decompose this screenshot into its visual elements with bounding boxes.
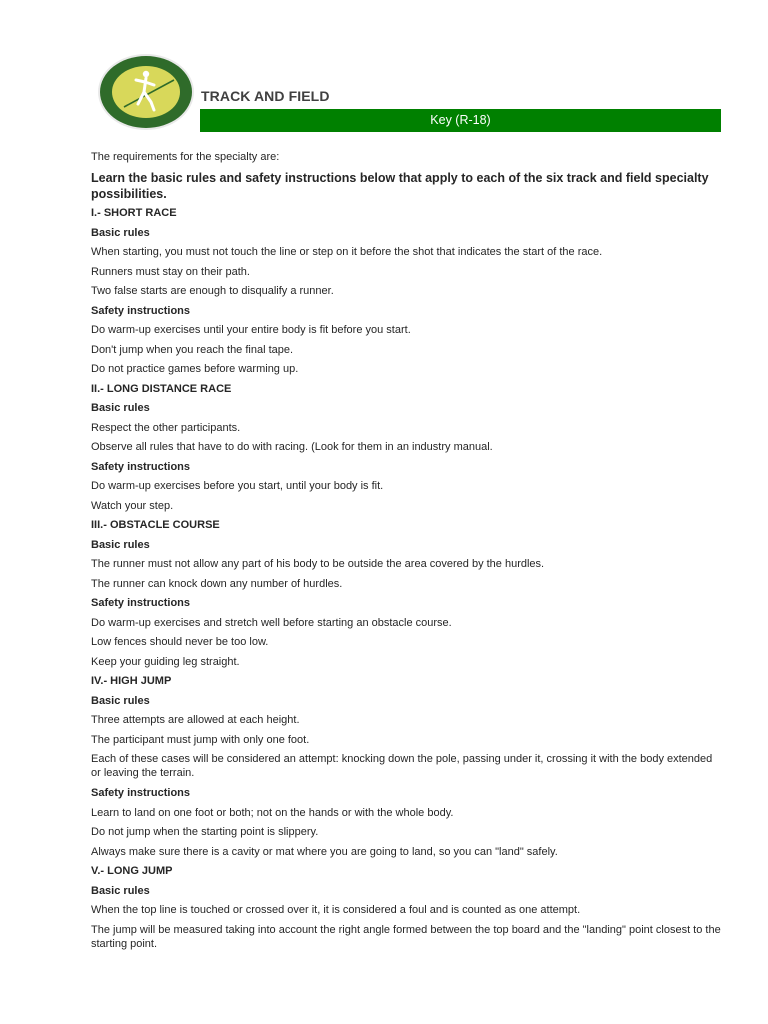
key-banner: Key (R-18) <box>200 109 721 132</box>
list-item: Don't jump when you reach the final tape. <box>91 343 294 356</box>
lead-paragraph: Learn the basic rules and safety instructions below that apply to each of the six track and field specialty possibilities. <box>91 171 709 201</box>
list-item: When starting, you must not touch the line or step on it before the shot that indicates the start of the race. <box>91 246 603 258</box>
track-and-field-badge-icon <box>96 52 196 132</box>
list-item: Do not practice games before warming up. <box>91 363 299 375</box>
list-item: Do not jump when the starting point is slippery. <box>91 826 319 838</box>
list-item: Do warm-up exercises until your entire body is fit before you start. <box>91 324 411 336</box>
subheading: Safety instructions <box>91 304 191 317</box>
section-heading: V.- LONG JUMP <box>91 865 173 877</box>
subheading: Basic rules <box>91 226 150 239</box>
intro-text: The requirements for the specialty are: <box>91 151 280 163</box>
list-item: Keep your guiding leg straight. <box>91 655 240 668</box>
subheading: Basic rules <box>91 694 150 707</box>
section-heading: I.- SHORT RACE <box>91 207 177 219</box>
list-item: Do warm-up exercises before you start, until your body is fit. <box>91 480 384 492</box>
list-item: Runners must stay on their path. <box>91 265 250 278</box>
list-item: Observe all rules that have to do with racing. (Look for them in an industry manual. <box>91 441 493 453</box>
list-item: The runner can knock down any number of hurdles. <box>91 577 343 590</box>
subheading: Safety instructions <box>91 787 191 799</box>
subheading: Safety instructions <box>91 597 191 609</box>
list-item: The runner must not allow any part of his body to be outside the area covered by the hurdles. <box>91 558 545 570</box>
document-body <box>91 150 721 957</box>
list-item: Two false starts are enough to disqualify a runner. <box>91 285 334 297</box>
section-heading: II.- LONG DISTANCE RACE <box>91 382 232 395</box>
subheading: Safety instructions <box>91 460 191 473</box>
page-title: TRACK AND FIELD <box>201 88 330 104</box>
section-heading: III.- OBSTACLE COURSE <box>91 519 220 531</box>
list-item: Do warm-up exercises and stretch well before starting an obstacle course. <box>91 616 452 629</box>
list-item: Learn to land on one foot or both; not on the hands or with the whole body. <box>91 806 454 819</box>
list-item: The participant must jump with only one foot. <box>91 733 310 746</box>
list-item: The jump will be measured taking into account the right angle formed between the top board and the "landing" point closest to the starting point. <box>91 923 721 950</box>
list-item: When the top line is touched or crossed over it, it is considered a foul and is counted as one attempt. <box>91 904 581 916</box>
subheading: Basic rules <box>91 538 150 551</box>
list-item: Each of these cases will be considered an attempt: knocking down the pole, passing under it, crossing it with the body extended or leaving the terrain. <box>91 753 713 779</box>
section-heading: IV.- HIGH JUMP <box>91 675 172 687</box>
list-item: Always make sure there is a cavity or mat where you are going to land, so you can "land" safely. <box>91 845 558 858</box>
subheading: Basic rules <box>91 884 150 897</box>
list-item: Respect the other participants. <box>91 421 241 434</box>
subheading: Basic rules <box>91 402 150 414</box>
list-item: Three attempts are allowed at each height. <box>91 714 300 726</box>
list-item: Low fences should never be too low. <box>91 636 269 648</box>
list-item: Watch your step. <box>91 499 174 512</box>
